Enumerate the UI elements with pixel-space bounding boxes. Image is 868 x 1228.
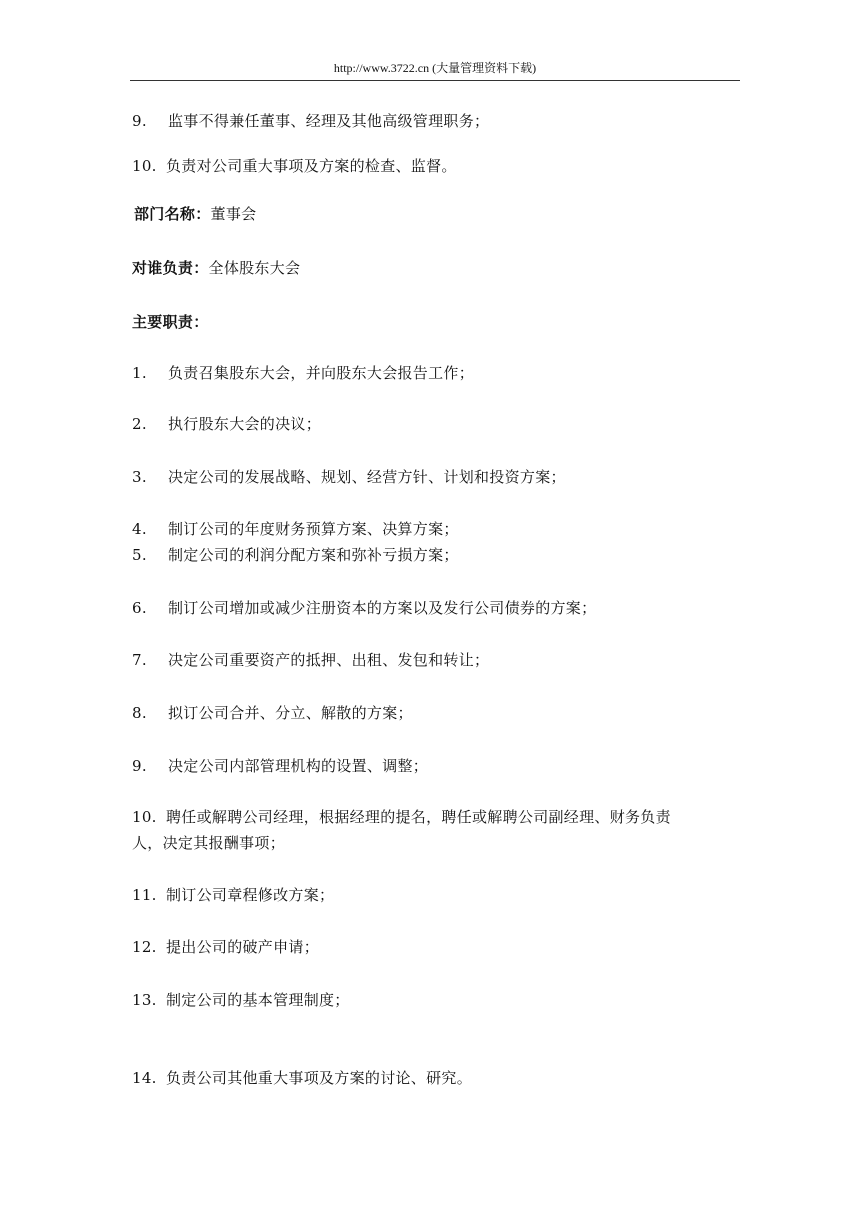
item-text: 决定公司重要资产的抵押、出租、发包和转让； bbox=[168, 651, 490, 669]
item-number: 7. bbox=[132, 651, 147, 669]
item-text: 决定公司内部管理机构的设置、调整； bbox=[168, 757, 429, 775]
item-number: 3. bbox=[132, 468, 147, 486]
list-item bbox=[132, 649, 489, 671]
list-item bbox=[132, 544, 459, 566]
list-item bbox=[132, 702, 413, 724]
item-text: 拟订公司合并、分立、解散的方案； bbox=[168, 704, 413, 722]
item-text-continuation: 人，决定其报酬事项； bbox=[132, 834, 286, 852]
item-text: 制定公司的基本管理制度； bbox=[166, 991, 350, 1009]
item-number: 14. bbox=[132, 1069, 157, 1087]
department-row bbox=[134, 203, 256, 225]
list-item bbox=[132, 110, 489, 132]
list-item bbox=[132, 806, 671, 828]
item-text: 提出公司的破产申请； bbox=[166, 938, 320, 956]
list-item bbox=[132, 884, 334, 906]
item-number: 2. bbox=[132, 415, 147, 433]
item-number: 8. bbox=[132, 704, 147, 722]
page-header-url: http://www.3722.cn (大量管理资料下载) bbox=[333, 61, 537, 75]
list-item bbox=[132, 597, 596, 619]
item-text: 制订公司章程修改方案； bbox=[166, 886, 335, 904]
item-number: 5. bbox=[132, 546, 147, 564]
duties-heading: 主要职责： bbox=[132, 313, 209, 331]
department-label: 部门名称： bbox=[134, 205, 211, 223]
list-item bbox=[132, 989, 350, 1011]
list-item bbox=[132, 466, 566, 488]
item-number: 4. bbox=[132, 520, 147, 538]
item-number: 6. bbox=[132, 599, 147, 617]
list-item-continuation bbox=[132, 832, 285, 854]
item-text: 监事不得兼任董事、经理及其他高级管理职务； bbox=[168, 112, 490, 130]
department-value: 董事会 bbox=[210, 205, 257, 223]
item-number: 12. bbox=[132, 938, 157, 956]
item-number: 10. bbox=[132, 808, 157, 826]
list-item bbox=[132, 362, 474, 384]
item-number: 11. bbox=[132, 886, 157, 904]
item-text: 决定公司的发展战略、规划、经营方针、计划和投资方案； bbox=[168, 468, 566, 486]
list-item bbox=[132, 155, 457, 177]
list-item bbox=[132, 936, 319, 958]
item-text: 制订公司增加或减少注册资本的方案以及发行公司债券的方案； bbox=[168, 599, 597, 617]
item-text: 执行股东大会的决议； bbox=[168, 415, 322, 433]
responsible-to-row bbox=[132, 257, 300, 279]
item-text: 负责公司其他重大事项及方案的讨论、研究。 bbox=[166, 1069, 473, 1087]
item-number: 1. bbox=[132, 364, 147, 382]
item-text: 制定公司的利润分配方案和弥补亏损方案； bbox=[168, 546, 459, 564]
item-text: 制订公司的年度财务预算方案、决算方案； bbox=[168, 520, 459, 538]
responsible-to-label: 对谁负责： bbox=[132, 259, 209, 277]
list-item bbox=[132, 755, 428, 777]
header-divider bbox=[130, 80, 740, 81]
responsible-to-value: 全体股东大会 bbox=[208, 259, 301, 277]
item-text: 负责对公司重大事项及方案的检查、监督。 bbox=[166, 157, 457, 175]
item-text: 聘任或解聘公司经理，根据经理的提名，聘任或解聘公司副经理、财务负责 bbox=[166, 808, 671, 826]
item-text: 负责召集股东大会，并向股东大会报告工作； bbox=[168, 364, 475, 382]
item-number: 10. bbox=[132, 157, 157, 175]
item-number: 13. bbox=[132, 991, 157, 1009]
list-item bbox=[132, 1067, 472, 1089]
list-item bbox=[132, 518, 459, 540]
list-item bbox=[132, 413, 321, 435]
item-number: 9. bbox=[132, 757, 147, 775]
item-number: 9. bbox=[132, 112, 147, 130]
